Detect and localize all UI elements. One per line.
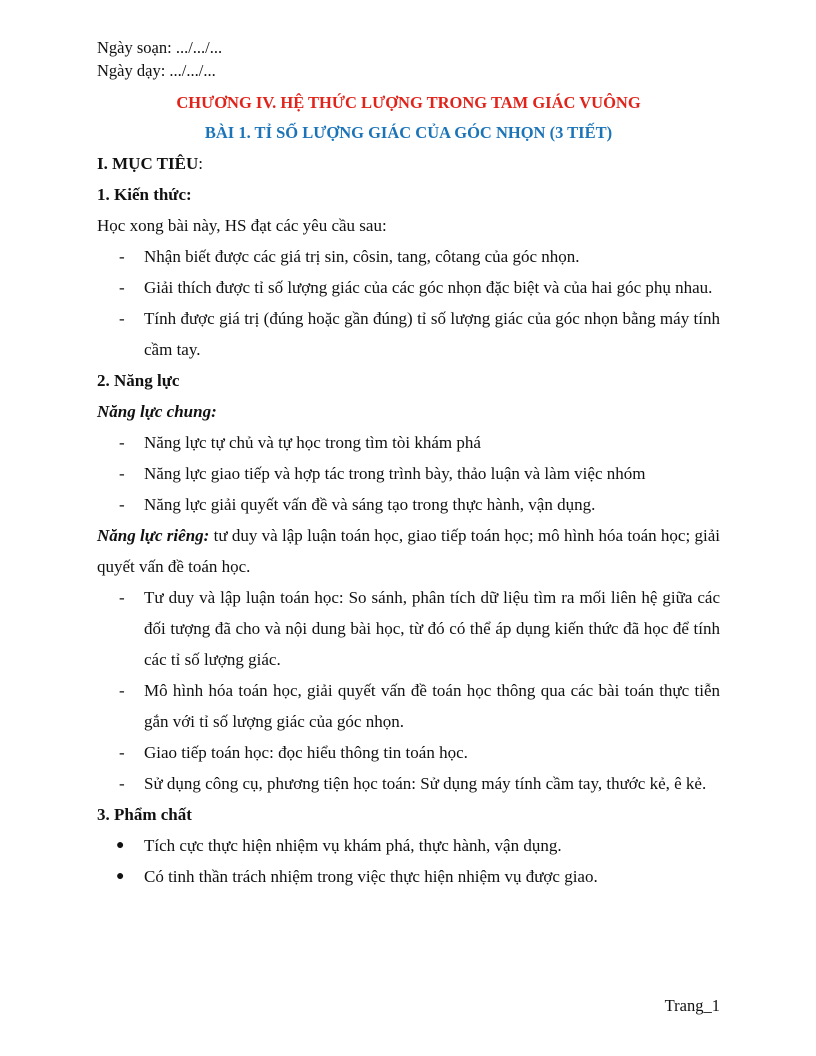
list-item-text: Năng lực giao tiếp và hợp tác trong trình bày, thảo luận và làm việc nhóm xyxy=(144,464,646,483)
competence-heading: 2. Năng lực xyxy=(97,371,180,390)
chapter-title: CHƯƠNG IV. HỆ THỨC LƯỢNG TRONG TAM GIÁC VUÔNG xyxy=(176,93,641,112)
qualities-list xyxy=(97,830,720,892)
dash-marker: - xyxy=(119,774,125,793)
section-heading-text: I. MỤC TIÊU xyxy=(97,154,199,173)
page-number: Trang_1 xyxy=(664,996,720,1015)
bullet-icon: ● xyxy=(116,838,125,853)
list-item xyxy=(97,272,720,303)
knowledge-list xyxy=(97,241,720,365)
list-item-text: Sử dụng công cụ, phương tiện học toán: Sử dụng máy tính cầm tay, thước kẻ, ê kẻ. xyxy=(144,774,707,793)
list-item xyxy=(97,303,720,365)
qualities-heading: 3. Phẩm chất xyxy=(97,805,192,824)
specific-competence-list xyxy=(97,582,720,799)
dash-marker: - xyxy=(119,495,125,514)
specific-competence-text: tư duy và lập luận toán học, giao tiếp toán học; mô hình hóa toán học; giải quyết vấn đề toán học. xyxy=(97,526,720,576)
list-item-text: Có tinh thần trách nhiệm trong việc thực hiện nhiệm vụ được giao. xyxy=(144,867,598,886)
document-page xyxy=(97,36,720,892)
dash-marker: - xyxy=(119,464,125,483)
list-item xyxy=(97,241,720,272)
list-item xyxy=(97,768,720,799)
dash-marker: - xyxy=(119,309,125,328)
knowledge-heading: 1. Kiến thức: xyxy=(97,185,192,204)
general-competence-heading: Năng lực chung: xyxy=(97,402,217,421)
list-item-text: Giải thích được tỉ số lượng giác của các góc nhọn đặc biệt và của hai góc phụ nhau. xyxy=(144,278,713,297)
list-item-text: Nhận biết được các giá trị sin, côsin, tang, côtang của góc nhọn. xyxy=(144,247,580,266)
bullet-icon: ● xyxy=(116,869,125,884)
dash-marker: - xyxy=(119,681,125,700)
list-item-text: Tính được giá trị (đúng hoặc gần đúng) tỉ số lượng giác của góc nhọn bằng máy tính cầm tay. xyxy=(144,309,720,359)
lesson-title: BÀI 1. TỈ SỐ LƯỢNG GIÁC CỦA GÓC NHỌN (3 TIẾT) xyxy=(204,123,613,142)
list-item-text: Năng lực giải quyết vấn đề và sáng tạo trong thực hành, vận dụng. xyxy=(144,495,596,514)
dash-marker: - xyxy=(119,743,125,762)
list-item xyxy=(97,830,720,861)
list-item xyxy=(97,675,720,737)
knowledge-intro: Học xong bài này, HS đạt các yêu cầu sau: xyxy=(97,216,387,235)
specific-competence-label: Năng lực riêng: xyxy=(97,526,210,545)
prep-date: Ngày soạn: .../.../... xyxy=(97,38,223,57)
list-item xyxy=(97,737,720,768)
list-item-text: Năng lực tự chủ và tự học trong tìm tòi khám phá xyxy=(144,433,481,452)
list-item xyxy=(97,489,720,520)
specific-competence-paragraph xyxy=(97,520,720,582)
dash-marker: - xyxy=(119,247,125,266)
list-item-text: Giao tiếp toán học: đọc hiểu thông tin toán học. xyxy=(144,743,468,762)
list-item xyxy=(97,427,720,458)
list-item-text: Mô hình hóa toán học, giải quyết vấn đề toán học thông qua các bài toán thực tiễn gắn với tỉ số lượng giác của góc nhọn. xyxy=(144,681,720,731)
list-item xyxy=(97,861,720,892)
teach-date: Ngày dạy: .../.../... xyxy=(97,61,216,80)
general-competence-list xyxy=(97,427,720,520)
dash-marker: - xyxy=(119,588,125,607)
section-heading-objectives xyxy=(97,148,720,179)
list-item xyxy=(97,582,720,675)
dash-marker: - xyxy=(119,278,125,297)
section-heading-colon: : xyxy=(198,154,203,173)
list-item-text: Tư duy và lập luận toán học: So sánh, phân tích dữ liệu tìm ra mối liên hệ giữa các đối tượng đã cho và nội dung bài học, từ đó có thể áp dụng kiến thức đã học để tính các tỉ số lượng giác. xyxy=(144,588,720,669)
list-item xyxy=(97,458,720,489)
dash-marker: - xyxy=(119,433,125,452)
list-item-text: Tích cực thực hiện nhiệm vụ khám phá, thực hành, vận dụng. xyxy=(144,836,562,855)
